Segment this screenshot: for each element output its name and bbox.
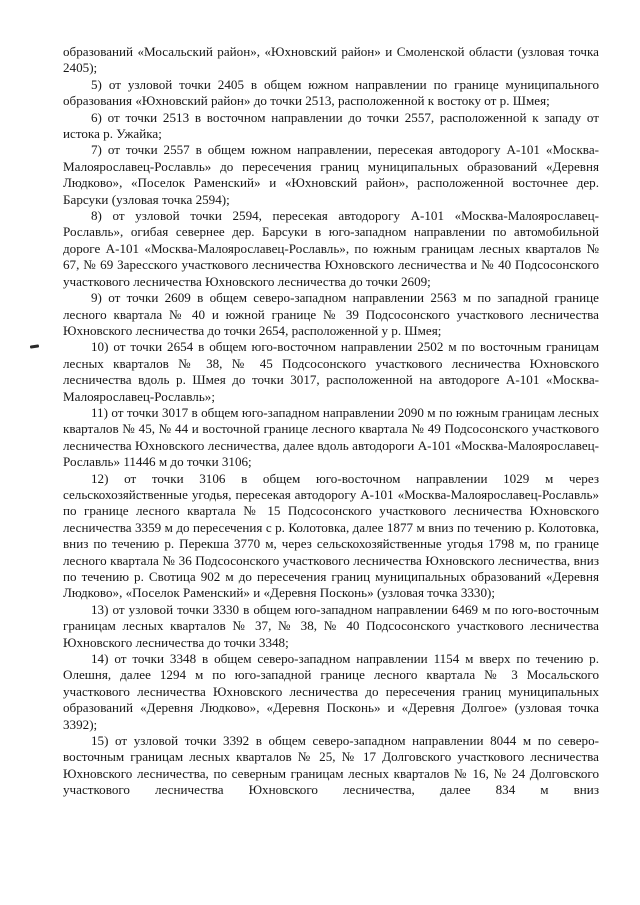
paragraph-item-12: 12) от точки 3106 в общем юго-восточном направлении 1029 м через сельскохозяйственные угодья, пересекая автодорогу А-101 «Москва-Малоярославец-Рославль» по границе лесного квартала № 15 Подсосонского участкового лесничества Юхновского лесничества 3359 м до пересечения с р. Колотовка, далее 1877 м вниз по течению р. Колотовка, вниз по течению р. Перекша 3770 м, через сельскохозяйственные угодья 1798 м, по границе лесного квартала № 36 Подсосонского участкового лесничества Юхновского лесничества, вниз по течению р. Свотица 902 м до пересечения границ муниципальных образований «Деревня Людково», «Поселок Раменский» и «Деревня Посконь» (узловая точка 3330); — [63, 470, 599, 601]
paragraph-item-8: 8) от узловой точки 2594, пересекая автодорогу А-101 «Москва-Малоярославец-Рославль», огибая севернее дер. Барсуки в юго-западном направлении по автомобильной дороге А-101 «Москва-Малоярославец-Рославль», по южным границам лесных кварталов № 67, № 69 Зaресского участкового лесничества Юхновского лесничества и № 40 Подсосонского участкового лесничества Юхновского лесничества до точки 2609; — [63, 208, 599, 289]
margin-pen-mark — [30, 344, 39, 348]
paragraph-item-15: 15) от узловой точки 3392 в общем северо-западном направлении 8044 м по северо-восточным границам лесных кварталов № 25, № 17 Долговского участкового лесничества Юхновского лесничества, по северным границам лесных кварталов № 16, № 24 Долговского участкового лесничества Юхновского лесничества, далее 834 м вниз — [63, 733, 599, 798]
paragraph-item-5: 5) от узловой точки 2405 в общем южном направлении по границе муниципального образования «Юхновский район» до точки 2513, расположенной к востоку от р. Шмея; — [63, 76, 599, 109]
paragraph-item-6: 6) от точки 2513 в восточном направлении до точки 2557, расположенной к западу от истока р. Ужайка; — [63, 109, 599, 142]
paragraph-item-9: 9) от точки 2609 в общем северо-западном направлении 2563 м по западной границе лесного квартала № 40 и южной границе № 39 Подсосонского участкового лесничества Юхновского лесничества до точки 2654, расположенной у р. Шмея; — [63, 290, 599, 338]
paragraph-item-10: 10) от точки 2654 в общем юго-восточном направлении 2502 м по восточным границам лесных кварталов № 38, № 45 Подсосонского участкового лесничества Юхновского лесничества вдоль р. Шмея до точки 3017, расположенной на автодороге А-101 «Москва-Малоярославец-Рославль»; — [63, 339, 599, 404]
paragraph-item-7: 7) от точки 2557 в общем южном направлении, пересекая автодорогу А-101 «Москва-Малоярославец-Рославль» до пересечения границ муниципальных образований «Деревня Людково», «Поселок Раменский» и «Юхновский район», расположенной восточнее дер. Барсуки (узловая точка 2594); — [63, 142, 599, 207]
document-body — [63, 44, 599, 798]
paragraph-item-14: 14) от точки 3348 в общем северо-западном направлении 1154 м вверх по течению р. Олешня, далее 1294 м по юго-западной границе лесного квартала № 3 Мосальского участкового лесничества Юхновского лесничества до пересечения границ муниципальных образований «Деревня Людково», «Деревня Посконь» и «Деревня Долгое» (узловая точка 3392); — [63, 651, 599, 732]
paragraph-item-13: 13) от узловой точки 3330 в общем юго-западном направлении 6469 м по юго-восточным границам лесных кварталов № 37, № 38, № 40 Подсосонского участкового лесничества Юхновского лесничества до точки 3348; — [63, 601, 599, 650]
paragraph-continuation: образований «Мосальский район», «Юхновский район» и Смоленской области (узловая точка 2405); — [63, 44, 599, 76]
paragraph-item-11: 11) от точки 3017 в общем юго-западном направлении 2090 м по южным границам лесных кварталов № 45, № 44 и восточной границе лесного квартала № 49 Подсосонского участкового лесничества Юхновского лесничества, далее вдоль автодороги А-101 «Москва-Малоярославец-Рославль» 11446 м до точки 3106; — [63, 404, 599, 470]
